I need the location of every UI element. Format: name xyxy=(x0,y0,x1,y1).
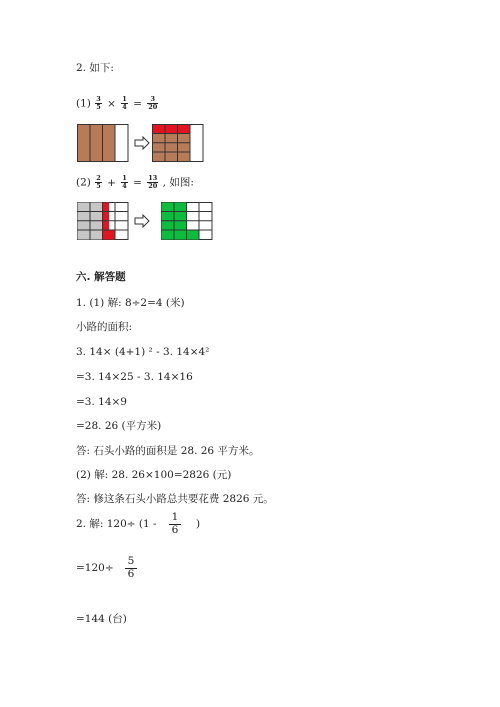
part2-equals: = xyxy=(133,176,142,189)
answer-line-4: =3. 14×25 - 3. 14×16 xyxy=(76,371,193,383)
arrow-right-icon xyxy=(134,214,150,228)
part2-plus: + xyxy=(107,176,116,189)
part2-equation xyxy=(76,175,194,190)
answer-line-2: 小路的面积: xyxy=(76,321,133,333)
problem2-line-2: =120÷ xyxy=(76,562,114,574)
part2-diagram-left xyxy=(77,202,129,240)
part1-label: (1) xyxy=(76,97,91,110)
part1-equals: = xyxy=(133,97,142,110)
answer-line-3: 3. 14× (4+1) ² - 3. 14×4² xyxy=(76,346,210,358)
answer-line-6: =28. 26 (平方米) xyxy=(76,420,162,432)
problem2-frac-2-denominator: 6 xyxy=(127,568,135,580)
answer-line-5: =3. 14×9 xyxy=(76,396,127,408)
section6-heading: 六. 解答题 xyxy=(76,271,126,283)
part2-fraction-result: $\frac{13}{20}$ xyxy=(148,174,158,190)
part2-suffix: , 如图: xyxy=(162,176,194,189)
part2-diagram-right xyxy=(161,202,213,240)
answer-line-9: 答: 修这条石头小路总共要花费 2826 元。 xyxy=(76,493,274,505)
answer-line-8: (2) 解: 28. 26×100=2826 (元) xyxy=(76,469,232,481)
section2-heading: 2. 如下: xyxy=(76,62,114,74)
arrow-right-icon xyxy=(134,136,150,150)
problem2-frac-1-numerator: 1 xyxy=(171,511,179,523)
problem2-frac-1-denominator: 6 xyxy=(171,524,179,536)
answer-line-1: 1. (1) 解: 8÷2=4 (米) xyxy=(76,297,185,309)
part1-fraction-result: $\frac{3}{20}$ xyxy=(148,95,158,111)
problem2-frac-2-numerator: 5 xyxy=(127,555,135,567)
answer-line-7: 答: 石头小路的面积是 28. 26 平方米。 xyxy=(76,445,260,457)
part1-fraction-b: $\frac{1}{4}$ xyxy=(122,95,127,111)
problem2-line-1: 2. 解: 120÷ (1 - xyxy=(76,518,157,530)
part1-equation xyxy=(76,96,159,111)
part2-label: (2) xyxy=(76,176,91,189)
part2-fraction-a: $\frac{2}{5}$ xyxy=(96,174,101,190)
part2-fraction-b: $\frac{1}{4}$ xyxy=(122,174,127,190)
part1-diagram-right xyxy=(152,124,204,162)
part1-times: × xyxy=(107,97,116,110)
problem2-line-3: =144 (台) xyxy=(76,613,127,625)
part1-diagram-left xyxy=(77,124,129,162)
problem2-close-paren: ) xyxy=(196,518,201,530)
part1-fraction-a: $\frac{3}{5}$ xyxy=(96,95,101,111)
